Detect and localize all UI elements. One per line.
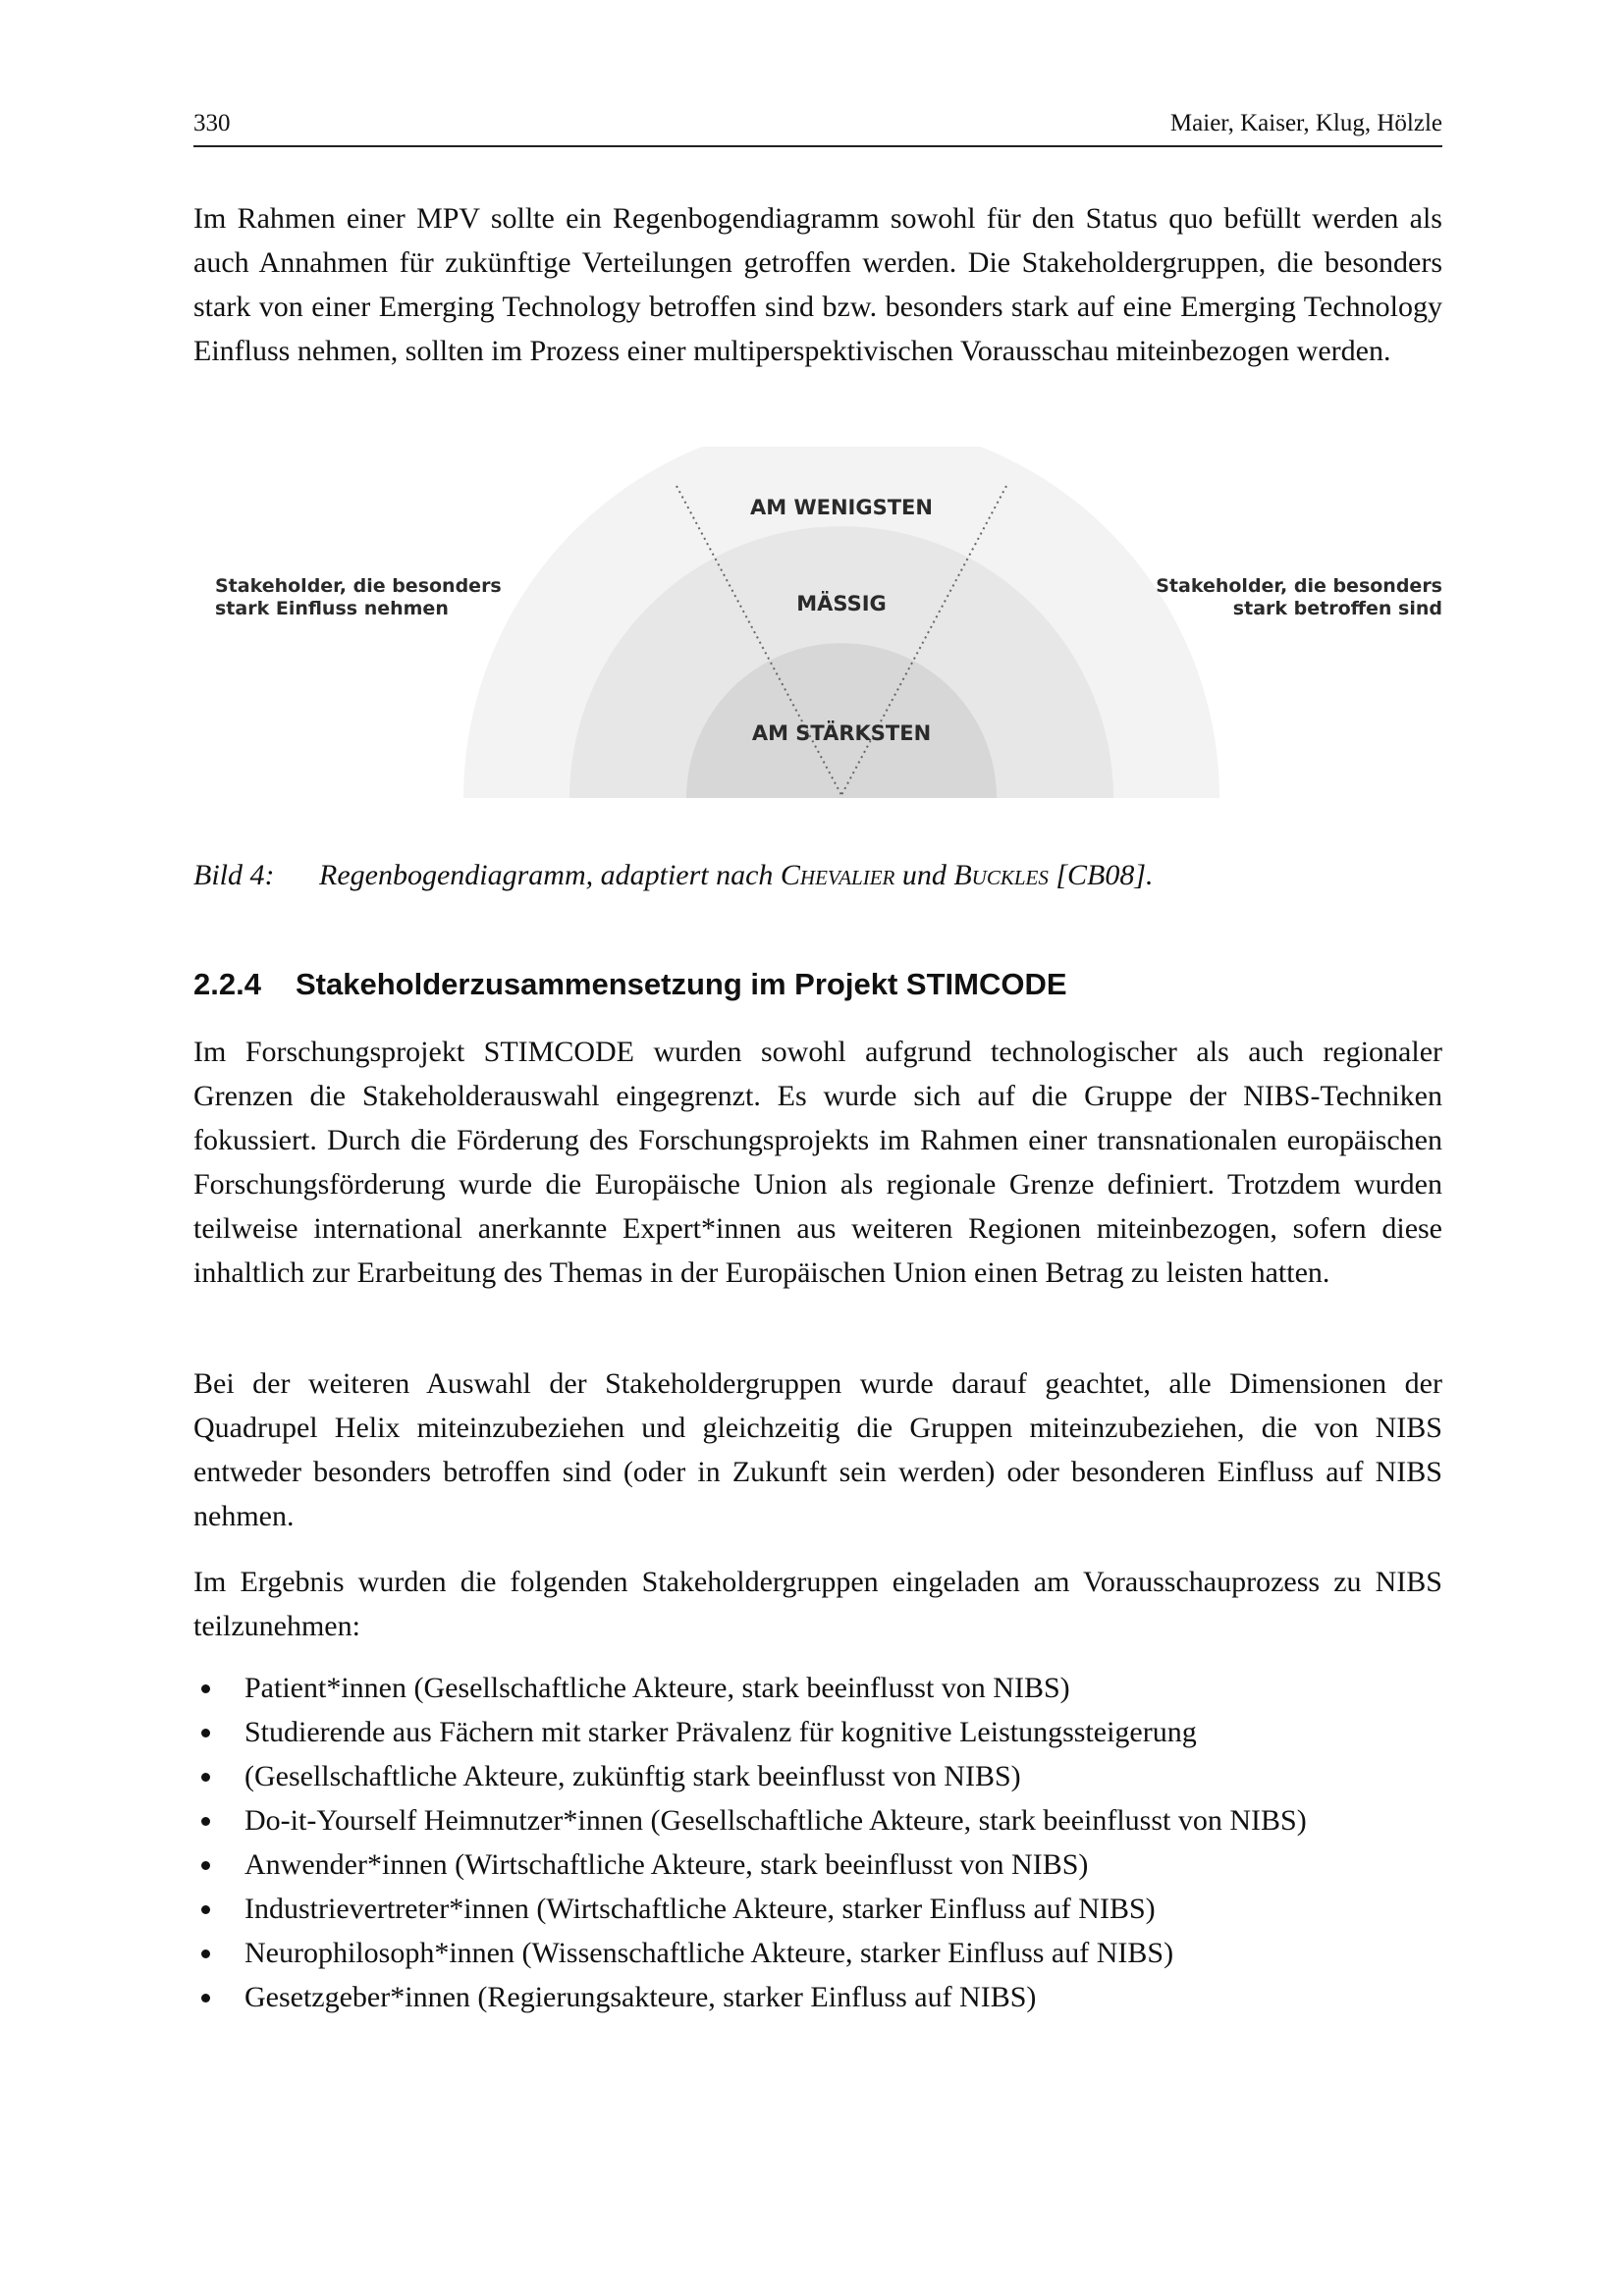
paragraph-intro: Im Rahmen einer MPV sollte ein Regenbogendiagramm sowohl für den Status quo befüllt werden als auch Annahmen für zukünftige Verteilungen getroffen werden. Die Stakeholdergruppen, die besonders stark von einer Emerging Technology betroffen sind bzw. besonders stark auf eine Emerging Technology Einfluss nehmen, sollten im Prozess einer multiperspektivischen Vorausschau miteinbezogen werden. <box>193 202 1442 367</box>
ring-label-least: AM WENIGSTEN <box>750 496 933 519</box>
caption-author-2: Buckles <box>953 859 1049 891</box>
list-item-text: (Gesellschaftliche Akteure, zukünftig stark beeinflusst von NIBS) <box>244 1760 1021 1792</box>
list-item <box>193 1975 1460 2019</box>
caption-number: Bild 4: <box>193 859 275 891</box>
bullet-icon <box>201 1817 210 1826</box>
bullet-icon <box>201 1949 210 1958</box>
list-item-text: Studierende aus Fächern mit starker Prävalenz für kognitive Leistungssteigerung <box>244 1716 1197 1748</box>
ring-label-strongest: AM STÄRKSTEN <box>751 721 932 745</box>
bullet-icon <box>201 1773 210 1782</box>
bullet-icon <box>201 1994 210 2002</box>
caption-text-3: [CB08]. <box>1048 859 1154 891</box>
list-item-text: Industrievertreter*innen (Wirtschaftliche Akteure, starker Einfluss auf NIBS) <box>244 1893 1156 1925</box>
label-influence-stakeholders <box>215 575 502 620</box>
list-item-text: Gesetzgeber*innen (Regierungsakteure, starker Einfluss auf NIBS) <box>244 1981 1037 2013</box>
page-number: 330 <box>193 110 231 136</box>
section-number: 2.2.4 <box>193 967 261 1001</box>
figure-caption <box>193 859 1442 892</box>
bullet-icon <box>201 1905 210 1914</box>
list-item-text: Anwender*innen (Wirtschaftliche Akteure, stark beeinflusst von NIBS) <box>244 1848 1089 1881</box>
section-title-text: Stakeholderzusammensetzung im Projekt STIMCODE <box>296 967 1067 1001</box>
list-item-text: Neurophilosoph*innen (Wissenschaftliche Akteure, starker Einfluss auf NIBS) <box>244 1937 1174 1969</box>
stakeholder-list <box>193 1666 1460 2019</box>
list-item <box>193 1931 1460 1975</box>
caption-text-1: Regenbogendiagramm, adaptiert nach <box>319 859 781 891</box>
caption-author-1: Chevalier <box>780 859 895 891</box>
paragraph-project-scope: Im Forschungsprojekt STIMCODE wurden sowohl aufgrund technologischer als auch regionaler Grenzen die Stakeholderauswahl eingegrenzt. Es wurde sich auf die Gruppe der NIBS-Techniken fokussiert. Durch die Förderung des Forschungsprojekts im Rahmen einer transnationalen europäischen Forschungsförderung wurde die Europäische Union als regionale Grenze definiert. Trotzdem wurden teilweise international anerkannte Expert*innen aus weiteren Regionen miteinbezogen, sofern diese inhaltlich zur Erarbeitung des Themas in der Europäischen Union einen Betrag zu leisten hatten. <box>193 1036 1442 1289</box>
caption-text-2: und <box>894 859 954 891</box>
bullet-icon <box>201 1861 210 1870</box>
label-left-line-1: Stakeholder, die besonders <box>215 575 502 597</box>
running-authors: Maier, Kaiser, Klug, Hölzle <box>1169 110 1442 136</box>
list-item <box>193 1798 1460 1842</box>
list-item <box>193 1887 1460 1931</box>
bullet-icon <box>201 1729 210 1737</box>
bullet-icon <box>201 1684 210 1693</box>
list-item <box>193 1842 1460 1887</box>
page-header <box>193 110 1442 147</box>
list-item <box>193 1666 1460 1710</box>
paragraph-result: Im Ergebnis wurden die folgenden Stakeholdergruppen eingeladen am Vorausschauprozess zu NIBS teilzunehmen: <box>193 1566 1442 1642</box>
paragraph-selection: Bei der weiteren Auswahl der Stakeholdergruppen wurde darauf geachtet, alle Dimensionen der Quadrupel Helix miteinzubeziehen und gleichzeitig die Gruppen miteinzubeziehen, die von NIBS entweder besonders betroffen sind (oder in Zukunft sein werden) oder besonderen Einfluss auf NIBS nehmen. <box>193 1367 1442 1532</box>
rainbow-diagram <box>193 447 1442 820</box>
label-right-line-2: stark betroffen sind <box>1232 598 1442 619</box>
label-affected-stakeholders <box>1156 575 1442 620</box>
list-item <box>193 1754 1460 1798</box>
list-item-text: Do-it-Yourself Heimnutzer*innen (Gesellschaftliche Akteure, stark beeinflusst von NIBS) <box>244 1804 1307 1837</box>
ring-label-moderate: MÄSSIG <box>796 592 887 615</box>
label-right-line-1: Stakeholder, die besonders <box>1156 575 1442 597</box>
section-heading <box>193 967 1067 1002</box>
label-left-line-2: stark Einfluss nehmen <box>215 598 449 619</box>
list-item-text: Patient*innen (Gesellschaftliche Akteure, stark beeinflusst von NIBS) <box>244 1672 1070 1704</box>
list-item <box>193 1710 1460 1754</box>
